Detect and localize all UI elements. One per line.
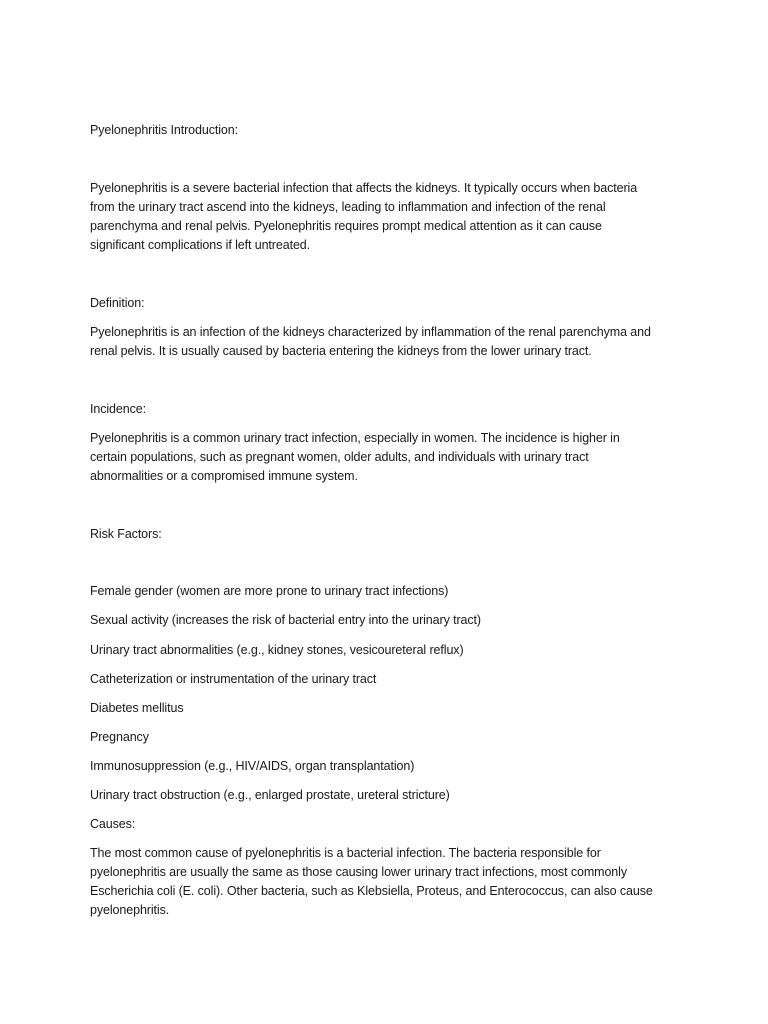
risk-factors-heading: Risk Factors: (90, 527, 162, 541)
causes-line: pyelonephritis. (90, 903, 170, 917)
risk-factor-item: Pregnancy (90, 730, 149, 744)
incidence-line: Pyelonephritis is a common urinary tract infection, especially in women. The incidence is higher in (90, 431, 620, 445)
causes-line: The most common cause of pyelonephritis is a bacterial infection. The bacteria responsible for (90, 846, 601, 860)
causes-line: pyelonephritis are usually the same as those causing lower urinary tract infections, most commonly (90, 865, 627, 879)
incidence-line: certain populations, such as pregnant women, older adults, and individuals with urinary tract (90, 450, 589, 464)
definition-line: renal pelvis. It is usually caused by bacteria entering the kidneys from the lower urinary tract. (90, 344, 592, 358)
intro-line: parenchyma and renal pelvis. Pyelonephritis requires prompt medical attention as it can cause (90, 219, 602, 233)
risk-factor-item: Immunosuppression (e.g., HIV/AIDS, organ transplantation) (90, 759, 415, 773)
incidence-line: abnormalities or a compromised immune system. (90, 469, 358, 483)
intro-heading: Pyelonephritis Introduction: (90, 123, 238, 137)
intro-line: significant complications if left untreated. (90, 238, 311, 252)
causes-heading: Causes: (90, 817, 136, 831)
risk-factor-item: Sexual activity (increases the risk of bacterial entry into the urinary tract) (90, 613, 481, 627)
risk-factor-item: Diabetes mellitus (90, 701, 184, 715)
definition-line: Pyelonephritis is an infection of the kidneys characterized by inflammation of the renal parenchyma and (90, 325, 651, 339)
risk-factor-item: Female gender (women are more prone to urinary tract infections) (90, 584, 449, 598)
definition-heading: Definition: (90, 296, 145, 310)
incidence-heading: Incidence: (90, 402, 146, 416)
intro-line: from the urinary tract ascend into the kidneys, leading to inflammation and infection of the renal (90, 200, 606, 214)
intro-line: Pyelonephritis is a severe bacterial infection that affects the kidneys. It typically occurs when bacteria (90, 181, 638, 195)
risk-factor-item: Catheterization or instrumentation of the urinary tract (90, 672, 377, 686)
causes-line: Escherichia coli (E. coli). Other bacteria, such as Klebsiella, Proteus, and Enterococcus, can also cause (90, 884, 653, 898)
risk-factor-item: Urinary tract obstruction (e.g., enlarged prostate, ureteral stricture) (90, 788, 450, 802)
risk-factor-item: Urinary tract abnormalities (e.g., kidney stones, vesicoureteral reflux) (90, 643, 464, 657)
